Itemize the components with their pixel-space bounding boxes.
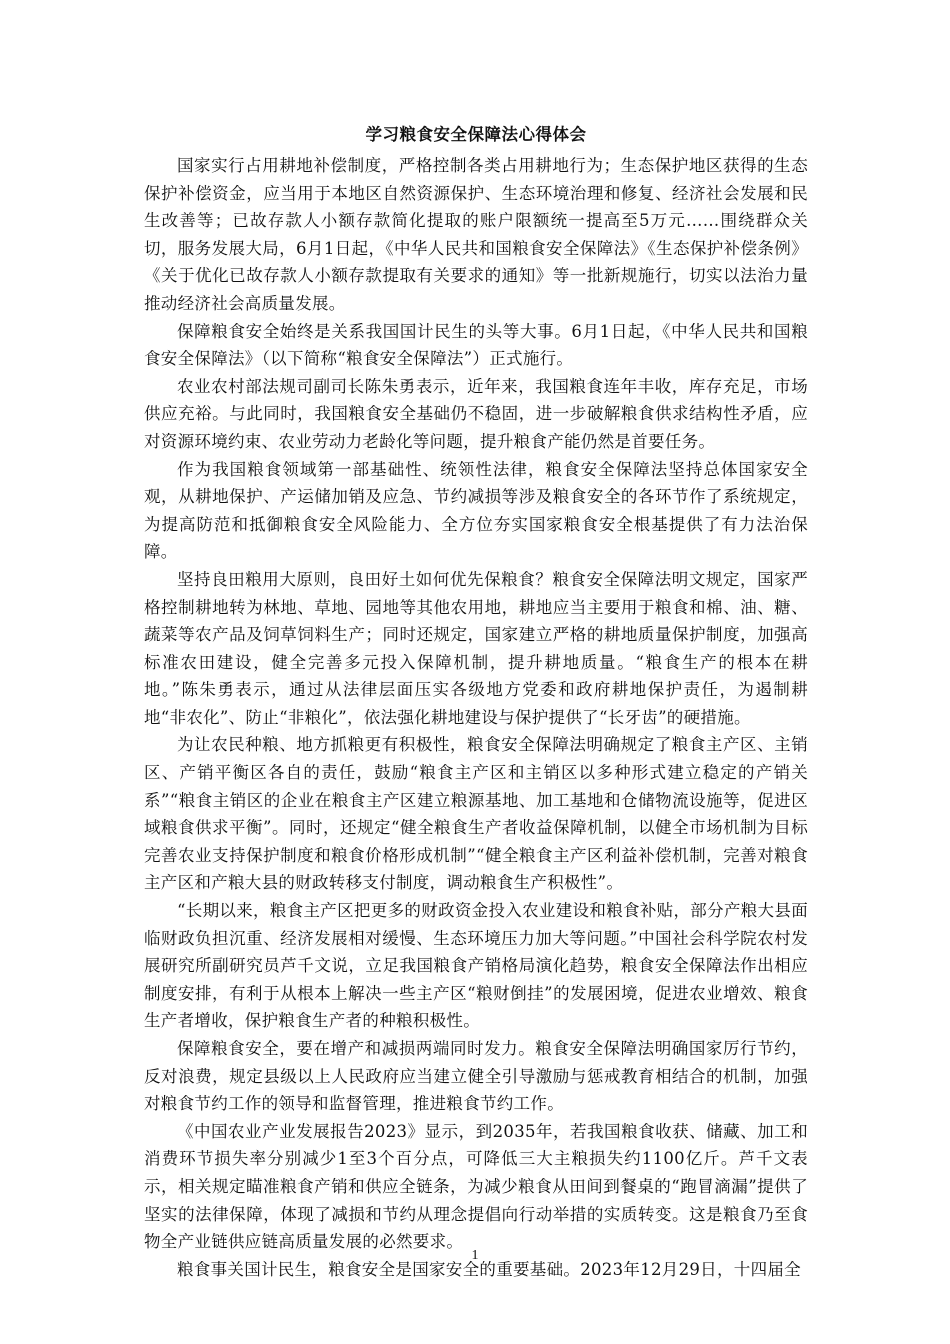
document-page <box>144 124 808 1283</box>
document-body <box>144 152 808 1283</box>
paragraph-7: “长期以来，粮食主产区把更多的财政资金投入农业建设和粮食补贴，部分产粮大县面临财政负担沉重、经济发展相对缓慢、生态环境压力加大等问题。”中国社会科学院农村发展研究所副研究员芦千文说，立足我国粮食产销格局演化趋势，粮食安全保障法作出相应制度安排，有利于从根本上解决一些主产区“粮财倒挂”的发展困境，促进农业增效、粮食生产者增收，保护粮食生产者的种粮积极性。 <box>144 901 808 1031</box>
paragraph-6: 为让农民种粮、地方抓粮更有积极性，粮食安全保障法明确规定了粮食主产区、主销区、产销平衡区各自的责任，鼓励“粮食主产区和主销区以多种形式建立稳定的产销关系”“粮食主销区的企业在粮食主产区建立粮源基地、加工基地和仓储物流设施等，促进区域粮食供求平衡”。同时，还规定“健全粮食生产者收益保障机制，以健全市场机制为目标完善农业支持保护制度和粮食价格形成机制”“健全粮食主产区利益补偿机制，完善对粮食主产区和产粮大县的财政转移支付制度，调动粮食生产积极性”。 <box>144 735 808 893</box>
page-number: 1 <box>471 1248 479 1263</box>
paragraph-9: 《中国农业产业发展报告2023》显示，到2035年，若我国粮食收获、储藏、加工和消费环节损失率分别减少1至3个百分点，可降低三大主粮损失约1100亿斤。芦千文表示，相关规定瞄准粮食产销和供应全链条，为减少粮食从田间到餐桌的“跑冒滴漏”提供了坚实的法律保障，体现了减损和节约从理念提倡向行动举措的实质转变。这是粮食乃至食物全产业链供应链高质量发展的必然要求。 <box>144 1121 808 1252</box>
paragraph-4: 作为我国粮食领域第一部基础性、统领性法律，粮食安全保障法坚持总体国家安全观，从耕地保护、产运储加销及应急、节约减损等涉及粮食安全的各环节作了系统规定，为提高防范和抵御粮食安全风险能力、全方位夯实国家粮食安全根基提供了有力法治保障。 <box>144 459 808 562</box>
paragraph-3: 农业农村部法规司副司长陈朱勇表示，近年来，我国粮食连年丰收，库存充足，市场供应充裕。与此同时，我国粮食安全基础仍不稳固，进一步破解粮食供求结构性矛盾，应对资源环境约束、农业劳动力老龄化等问题，提升粮食产能仍然是首要任务。 <box>144 376 808 451</box>
paragraph-1: 国家实行占用耕地补偿制度，严格控制各类占用耕地行为；生态保护地区获得的生态保护补偿资金，应当用于本地区自然资源保护、生态环境治理和修复、经济社会发展和民生改善等；已故存款人小额存款简化提取的账户限额统一提高至5万元……围绕群众关切，服务发展大局，6月1日起，《中华人民共和国粮食安全保障法》《生态保护补偿条例》《关于优化已故存款人小额存款提取有关要求的通知》等一批新规施行，切实以法治力量推动经济社会高质量发展。 <box>144 156 808 313</box>
paragraph-2: 保障粮食安全始终是关系我国国计民生的头等大事。6月1日起，《中华人民共和国粮食安全保障法》（以下简称“粮食安全保障法”）正式施行。 <box>144 321 808 369</box>
document-title: 学习粮食安全保障法心得体会 <box>365 125 587 144</box>
paragraph-10: 粮食事关国计民生，粮食安全是国家安全的重要基础。2023年12月29日，十四届全 <box>177 1259 801 1279</box>
paragraph-5: 坚持良田粮用大原则，良田好土如何优先保粮食？粮食安全保障法明文规定，国家严格控制耕地转为林地、草地、园地等其他农用地，耕地应当主要用于粮食和棉、油、糖、蔬菜等农产品及饲草饲料生产；同时还规定，国家建立严格的耕地质量保护制度，加强高标准农田建设，健全完善多元投入保障机制，提升耕地质量。“粮食生产的根本在耕地。”陈朱勇表示，通过从法律层面压实各级地方党委和政府耕地保护责任，为遏制耕地“非农化”、防止“非粮化”，依法强化耕地建设与保护提供了“长牙齿”的硬措施。 <box>144 569 808 727</box>
paragraph-8: 保障粮食安全，要在增产和减损两端同时发力。粮食安全保障法明确国家厉行节约，反对浪费，规定县级以上人民政府应当建立健全引导激励与惩戒教育相结合的机制，加强对粮食节约工作的领导和监督管理，推进粮食节约工作。 <box>144 1039 808 1114</box>
